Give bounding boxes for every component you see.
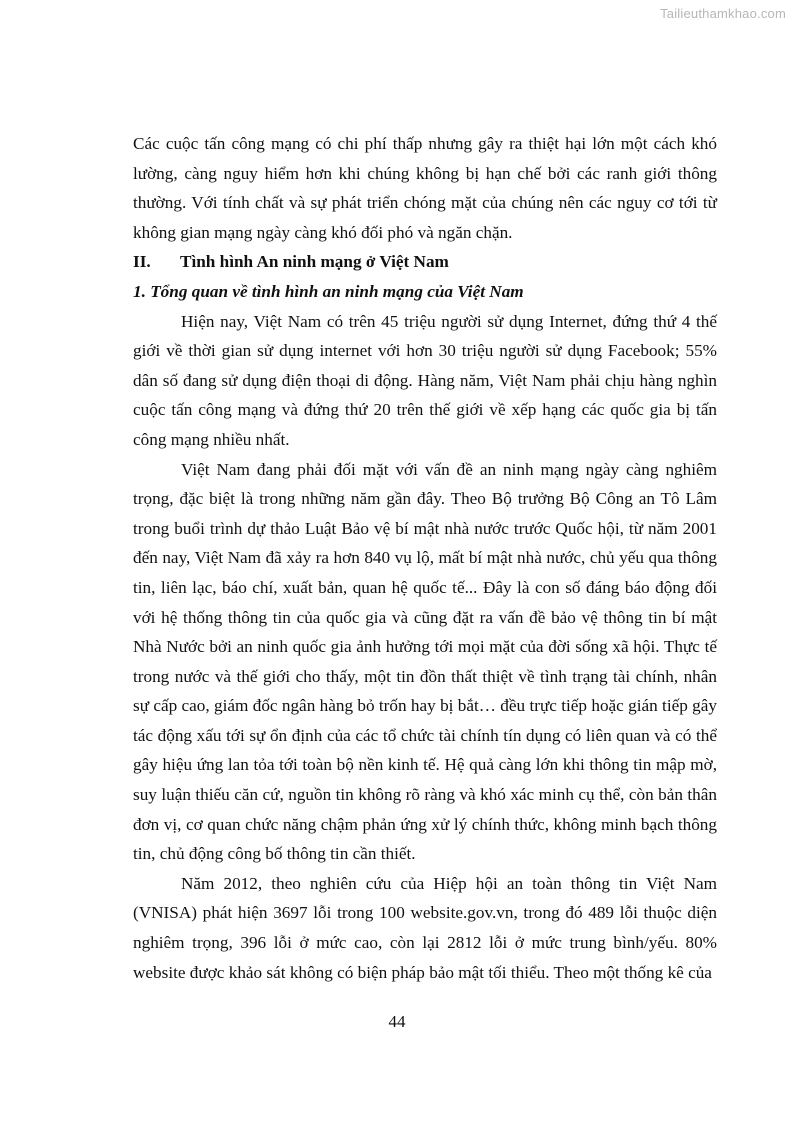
section-title: Tình hình An ninh mạng ở Việt Nam	[180, 252, 449, 272]
page-number: 44	[388, 1012, 406, 1031]
paragraph-situation: Việt Nam đang phải đối mặt với vấn đề an ninh mạng ngày càng nghiêm trọng, đặc biệt là trong những năm gần đây. Theo Bộ trưởng Bộ Công an Tô Lâm trong buổi trình dự thảo Luật Bảo vệ bí mật nhà nước trước Quốc hội, từ năm 2001 đến nay, Việt Nam đã xảy ra hơn 840 vụ lộ, mất bí mật nhà nước, chủ yếu qua thông tin, liên lạc, báo chí, xuất bản, quan hệ quốc tế... Đây là con số đáng báo động đối với hệ thống thông tin của quốc gia và cũng đặt ra vấn đề bảo vệ thông tin bí mật Nhà Nước bởi an ninh quốc gia ảnh hưởng tới mọi mặt của đời sống xã hội. Thực tế trong nước và thế giới cho thấy, một tin đồn thất thiệt về tình trạng tài chính, nhân sự cấp cao, giám đốc ngân hàng bỏ trốn hay bị bắt… đều trực tiếp hoặc gián tiếp gây tác động xấu tới sự ổn định của các tổ chức tài chính tín dụng có liên quan và có thể gây hiệu ứng lan tỏa tới toàn bộ nền kinh tế. Hệ quả càng lớn khi thông tin mập mờ, suy luận thiếu căn cứ, nguồn tin không rõ ràng và khó xác minh cụ thể, còn bản thân đơn vị, cơ quan chức năng chậm phản ứng xử lý chính thức, không minh bạch thông tin, chủ động công bố thông tin cần thiết.	[133, 459, 717, 864]
page-content	[133, 129, 717, 987]
paragraph-intro: Các cuộc tấn công mạng có chi phí thấp nhưng gây ra thiệt hại lớn một cách khó lường, càng nguy hiểm hơn khi chúng không bị hạn chế bởi các ranh giới thông thường. Với tính chất và sự phát triển chóng mặt của chúng nên các nguy cơ tới từ không gian mạng ngày càng khó đối phó và ngăn chặn.	[133, 134, 717, 242]
watermark: Tailieuthamkhao.com	[660, 6, 786, 21]
section-number: II.	[133, 252, 151, 272]
paragraph-vnisa: Năm 2012, theo nghiên cứu của Hiệp hội an toàn thông tin Việt Nam (VNISA) phát hiện 3697 lỗi trong 100 website.gov.vn, trong đó 489 lỗi thuộc diện nghiêm trọng, 396 lỗi ở mức cao, còn lại 2812 lỗi ở mức trung bình/yếu. 80% website được khảo sát không có biện pháp bảo mật tối thiểu. Theo một thống kê của	[133, 873, 717, 982]
paragraph-overview: Hiện nay, Việt Nam có trên 45 triệu người sử dụng Internet, đứng thứ 4 thế giới về thời gian sử dụng internet với hơn 30 triệu người sử dụng Facebook; 55% dân số đang sử dụng điện thoại di động. Hàng năm, Việt Nam phải chịu hàng nghìn cuộc tấn công mạng và đứng thứ 20 trên thế giới về xếp hạng các quốc gia bị tấn công mạng nhiều nhất.	[133, 311, 717, 449]
subsection-heading: 1. Tổng quan về tình hình an ninh mạng của Việt Nam	[133, 281, 524, 301]
section-heading	[133, 247, 717, 277]
